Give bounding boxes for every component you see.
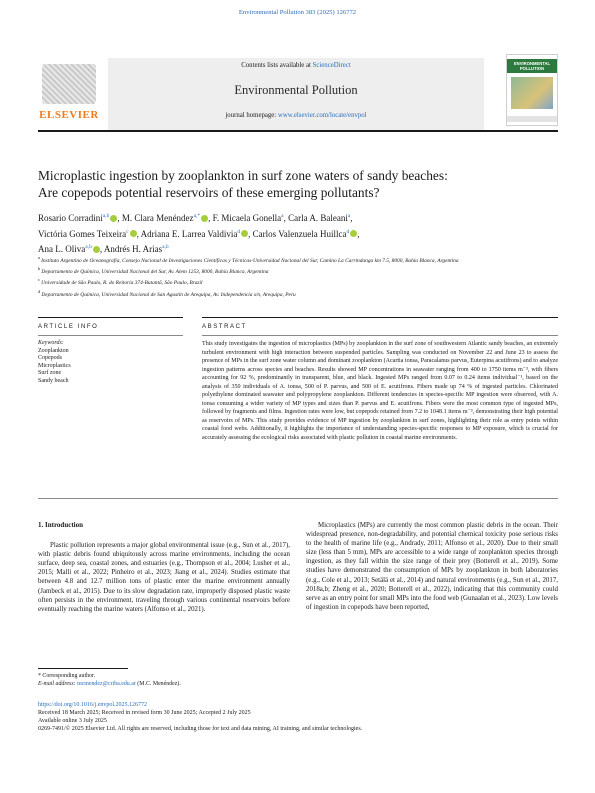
copyright-line: 0269-7491/© 2025 Elsevier Ltd. All rights are reserved, including those for text and data mining, AI training, and similar technologies.: [38, 726, 363, 733]
author-name: Ana L. Oliva: [38, 244, 86, 254]
author-affiliation-marker[interactable]: d: [237, 228, 241, 235]
author[interactable]: [288, 213, 353, 223]
divider: [38, 335, 183, 336]
author[interactable]: [141, 229, 249, 239]
author-list: [38, 210, 558, 257]
author-name: Carlos Valenzuela Huillca: [252, 228, 347, 239]
journal-masthead: [38, 32, 558, 132]
author-separator: ,: [283, 213, 289, 223]
keyword: Surf zone: [38, 370, 62, 377]
journal-cover-thumbnail[interactable]: [506, 54, 558, 126]
author-affiliation-marker[interactable]: a,b: [85, 244, 92, 250]
affiliation-marker: c: [38, 277, 42, 283]
affiliation-marker: a: [38, 255, 42, 260]
affiliation: [38, 254, 558, 265]
keyword: Sandy beach: [38, 377, 69, 384]
affiliation-list: [38, 254, 558, 299]
author-name: F. Micaela Gonella: [212, 213, 282, 223]
author[interactable]: [38, 213, 117, 223]
article-title: [38, 167, 558, 201]
author-affiliation-marker[interactable]: a,b: [162, 244, 169, 250]
introduction-paragraph-1: Plastic pollution represents a major global environmental issue (e.g., Sun et al., 2017), with plastic debris found ubiquitously across marine environments, including the ocean surface, deep sea, coastal zones, and estuaries (e.g., Thompson et al., 2004; Lusher et al., 2015; Malli et al., 2022; Pinheiro et al., 2023; Jiang et al., 2024). Studies estimate that between 4.8 and 12.7 million tons of plastic enter the marine environment annually (Jambeck et al., 2015). Due to its slow degradation rate, improperly disposed plastic waste often persists in the environment, traveling through various continental reservoirs before eventually reaching the marine waters (Alfonso et al., 2021).: [38, 542, 290, 613]
keywords-block: [38, 340, 183, 386]
publisher-name: ELSEVIER: [39, 109, 99, 121]
introduction-paragraph-2: Microplastics (MPs) are currently the most common plastic debris in the ocean. Their widespread presence, non-degradability, and potential chemical toxicity pose serious risks to the health of marine life (e.g., Andrady, 2011; Alfonso et al., 2020). Due to their small size (less than 5 mm), MPs are accessible to a wide range of zooplankton species through ingestion, as they fall within the size range of their prey (Botterell et al., 2019). Some studies have demonstrated the consumption of MPs by zooplankton in both laboratories (e.g., Cole et al., 2013; Setälä et al., 2014) and natural environments (e.g., Sun et al., 2017, 2018a,b; Zheng et al., 2020; Botterell et al., 2022), indicating that this community could serve as an entry point for small MPs into the food web (Gunaalan et al., 2023). Low levels of ingestion in copepods have been reported,: [306, 522, 558, 611]
journal-name: Environmental Pollution: [234, 83, 358, 97]
publication-info: [38, 701, 558, 733]
keyword: Copepods: [38, 355, 62, 362]
email-link[interactable]: mcmendez@criba.edu.ar: [77, 681, 136, 687]
footnotes: [38, 672, 558, 688]
divider: [38, 498, 558, 499]
article-title-line-2: Are copepods potential reservoirs of these emerging pollutants?: [38, 185, 380, 200]
author-separator: ,: [350, 213, 353, 223]
affiliation-marker: b: [38, 266, 42, 272]
author-separator: ,: [99, 244, 104, 254]
affiliation: [38, 265, 558, 276]
sciencedirect-link[interactable]: ScienceDirect: [312, 62, 351, 69]
author-separator: ,: [208, 213, 213, 223]
elsevier-tree-icon: [42, 64, 96, 104]
keyword: Zooplankton: [38, 347, 69, 354]
abstract-text: This study investigates the ingestion of microplastics (MPs) by zooplankton in the surf zone of southwestern Atlantic sandy beaches, an extremely turbulent environment with high interaction between suspended particles. Sampling was conducted on November 22 and June 23 to assess the presence of MPs in the surf zone water column and dominant zooplankton (Acartia tonsa, Paracalanus parvus, Euterpina acutifrons) and to analyze ingestion patterns across species and beaches. Results showed MP concentrations in seawater ranging from 400 to 1750 items m⁻³, with fibers accounting for 92 %, predominantly in transparent, blue, and black. Ingested MPs ranged from 0.07 to 0.24 items individual⁻¹, based on the analysis of 350 individuals of A. tonsa, 500 of P. parvus, and 500 of E. acutifrons. Fibers made up 74 % of ingested particles. Chlorinated polyethylene dominated seawater and polypropylene zooplankton. Different tendencies in species-specific MP ingestion were observed, with A. tonsa consuming a wider variety of MP types and sizes than P. parvus and E. acutifrons. Fibers were the most common type of ingested MPs, followed by fragments and films. Ingestion rates were low, but copepods retained from 7.2 to 1048.1 items m⁻³, demonstrating their high potential as reservoirs of MPs. This study provides evidence of MP ingestion by zooplankton in surf zones, highlighting their role as entry points within coastal food webs. Additionally, it highlights the importance of understanding species-specific responses to MP exposure, which is crucial for accurately assessing the ecological risks associated with plastic pollution in coastal marine environments.: [202, 341, 558, 441]
article-info-heading: ARTICLE INFO: [38, 324, 99, 330]
affiliation: [38, 288, 558, 299]
affiliation-text: Departamento de Química, Universidad Nacional de San Agustín de Arequipa, Av. Independencia s/n, Arequipa, Peru: [41, 291, 296, 298]
author-name: Victória Gomes Teixeira: [38, 228, 127, 239]
body-column-right: [306, 521, 558, 612]
doi-link[interactable]: https://doi.org/10.1016/j.envpol.2025.126772: [38, 702, 148, 708]
author-separator: ,: [117, 213, 122, 223]
author-affiliation-marker[interactable]: a,*: [193, 213, 201, 219]
available-online: Available online 3 July 2025: [38, 718, 107, 725]
affiliation-text: Universidade de São Paulo, R. do Reitoria 374-Butantã, São Paulo, Brazil: [41, 280, 203, 287]
affiliation-text: Departamento de Química, Universidad Nacional del Sur, Av. Alem 1253, 8000, Bahía Blanca, Argentina: [41, 269, 269, 275]
email-label: E-mail address:: [38, 681, 78, 687]
homepage-line: [108, 112, 484, 119]
affiliation: [38, 276, 558, 287]
author[interactable]: [253, 229, 358, 239]
orcid-icon[interactable]: [93, 246, 100, 253]
journal-banner: [108, 58, 484, 130]
author-affiliation-marker[interactable]: a: [281, 213, 284, 219]
keyword: Microplastics: [38, 362, 71, 369]
corresponding-author-note: * Corresponding author.: [38, 673, 96, 679]
author-name: M. Clara Menéndez: [121, 213, 194, 223]
author-name: Andrés H. Arias: [103, 244, 163, 254]
journal-homepage-link[interactable]: www.elsevier.com/locate/envpol: [277, 112, 367, 119]
footnote-divider: [38, 668, 128, 669]
divider: [202, 317, 558, 318]
author[interactable]: [38, 244, 100, 254]
author-separator: ,: [136, 228, 141, 239]
cover-footer: [507, 116, 557, 122]
author-affiliation-marker[interactable]: a,b: [102, 213, 110, 219]
author-name: Rosario Corradini: [38, 213, 103, 223]
journal-citation[interactable]: Environmental Pollution 383 (2025) 126772: [238, 9, 357, 16]
contents-line: [108, 62, 484, 69]
cover-image: [511, 77, 553, 109]
divider: [202, 335, 558, 336]
received-dates: Received 18 March 2025; Received in revised form 30 June 2025; Accepted 2 July 2025: [38, 710, 251, 717]
cover-title: ENVIRONMENTAL POLLUTION: [507, 59, 557, 73]
abstract-heading: ABSTRACT: [202, 324, 247, 330]
keywords-label: Keywords:: [38, 340, 64, 346]
author-name: Adriana E. Larrea Valdivia: [140, 228, 238, 239]
author-separator: ,: [357, 228, 360, 239]
body-column-left: [38, 521, 290, 614]
elsevier-logo[interactable]: [38, 62, 100, 124]
affiliation-text: Instituto Argentino de Oceanografía, Consejo Nacional de Investigaciones Científicas y Técnicas-Universidad Nacional del Sur, Camino La Carrindanga km 7.5, 8000, Bahía Blanca, Argentina: [41, 257, 459, 264]
orcid-icon[interactable]: [130, 230, 137, 237]
author[interactable]: [213, 213, 284, 223]
email-suffix: (M.C. Menéndez).: [135, 681, 181, 687]
homepage-prefix: journal homepage:: [225, 112, 278, 119]
author[interactable]: [104, 244, 169, 254]
introduction-heading: 1. Introduction: [38, 521, 83, 529]
author-affiliation-marker[interactable]: a: [347, 213, 351, 219]
author-name: Carla A. Baleani: [288, 213, 348, 223]
email-line: [38, 680, 558, 688]
author[interactable]: [122, 213, 208, 223]
author[interactable]: [38, 229, 137, 239]
author-affiliation-marker[interactable]: c: [126, 228, 129, 235]
article-title-line-1: Microplastic ingestion by zooplankton in surf zone waters of sandy beaches:: [38, 168, 448, 183]
divider: [38, 317, 183, 318]
author-separator: ,: [248, 228, 253, 239]
contents-prefix: Contents lists available at: [241, 62, 313, 69]
affiliation-marker: d: [38, 288, 42, 294]
author-affiliation-marker[interactable]: d: [346, 228, 350, 235]
